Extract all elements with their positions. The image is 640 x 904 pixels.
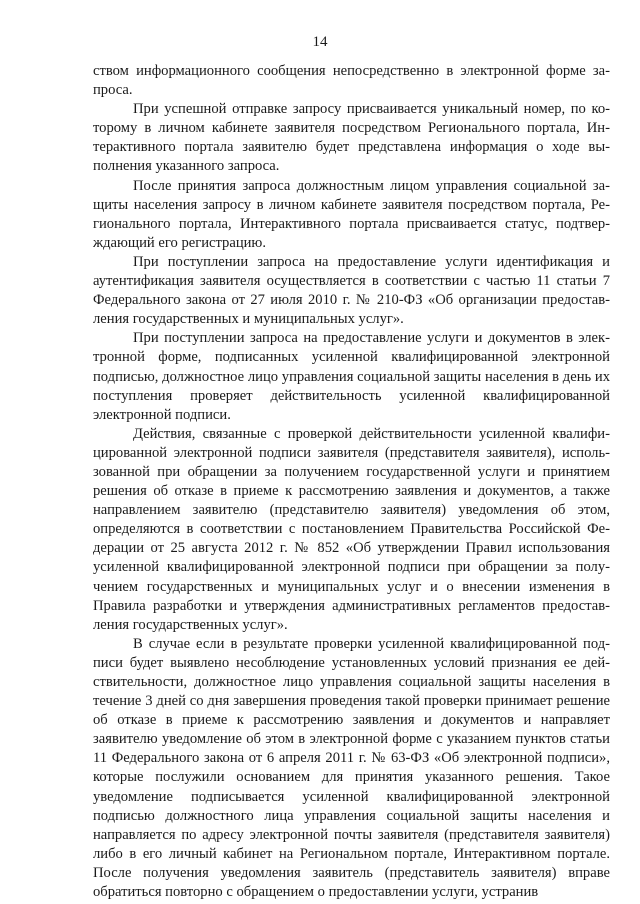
page-number: 14 (312, 34, 328, 50)
paragraph-signature-invalid: В случае если в результате проверки усиленной квалифицированной подписи будет выявлено несоблюдение установленных условий признания ее действительности, должностное лицо управления социальной защиты населения в течение 3 дней со дня завершения проведения такой проверки принимает решение об отказе в приеме к рассмотрению заявления и документов и направляет заявителю уведомление об этом в электронной форме с указанием пунктов статьи 11 Федерального закона от 6 апреля 2011 г. № 63-ФЗ «Об электронной подписи», которые послужили основанием для принятия указанного решения. Такое уведомление подписывается усиленной квалифицированной электронной подписью должностного лица управления социальной защиты населения и направляется по адресу электронной почты заявителя (представителя заявителя) либо в его личный кабинет на Региональном портале, Интерактивном портале. После получения уведомления заявитель (представитель заявителя) вправе обратиться повторно с обращением о предоставлении услуги, устранив (93, 635, 610, 901)
document-body (93, 62, 610, 902)
paragraph-registration-status: После принятия запроса должностным лицом управления социальной защиты населения запросу в личном кабинете заявителя посредством портала, Регионального портала, Интерактивного портала присваивается статус, подтверждающий его регистрацию. (93, 177, 610, 251)
paragraph-signature-check: При поступлении запроса на предоставление услуги и документов в электронной форме, подписанных усиленной квалифицированной электронной подписью, должностное лицо управления социальной защиты населения в день их поступления проверяет действительность усиленной квалифицированной электронной подписи. (93, 330, 610, 423)
paragraph-unique-number: При успешной отправке запросу присваивается уникальный номер, по которому в личном кабинете заявителя посредством Регионального портала, Интерактивного портала заявителю будет представлена информация о ходе выполнения указанного запроса. (93, 101, 610, 175)
paragraph-continuation: ством информационного сообщения непосредственно в электронной форме запроса. (93, 63, 610, 99)
paragraph-signature-actions: Действия, связанные с проверкой действительности усиленной квалифицированной электронной подписи заявителя (представителя заявителя), использованной при обращении за получением государственной услуги и принятием решения об отказе в приеме к рассмотрению заявления и документов, а также направлением заявителю (представителю заявителя) уведомления об этом, определяются в соответствии с постановлением Правительства Российской Федерации от 25 августа 2012 г. № 852 «Об утверждении Правил использования усиленной квалифицированной электронной подписи при обращении за получением государственных и муниципальных услуг и о внесении изменения в Правила разработки и утверждения административных регламентов предоставления государственных услуг». (93, 425, 610, 633)
paragraph-identification: При поступлении запроса на предоставление услуги идентификация и аутентификация заявителя осуществляется в соответствии с частью 11 статьи 7 Федерального закона от 27 июля 2010 г. № 210-ФЗ «Об организации предоставления государственных и муниципальных услуг». (93, 253, 610, 328)
